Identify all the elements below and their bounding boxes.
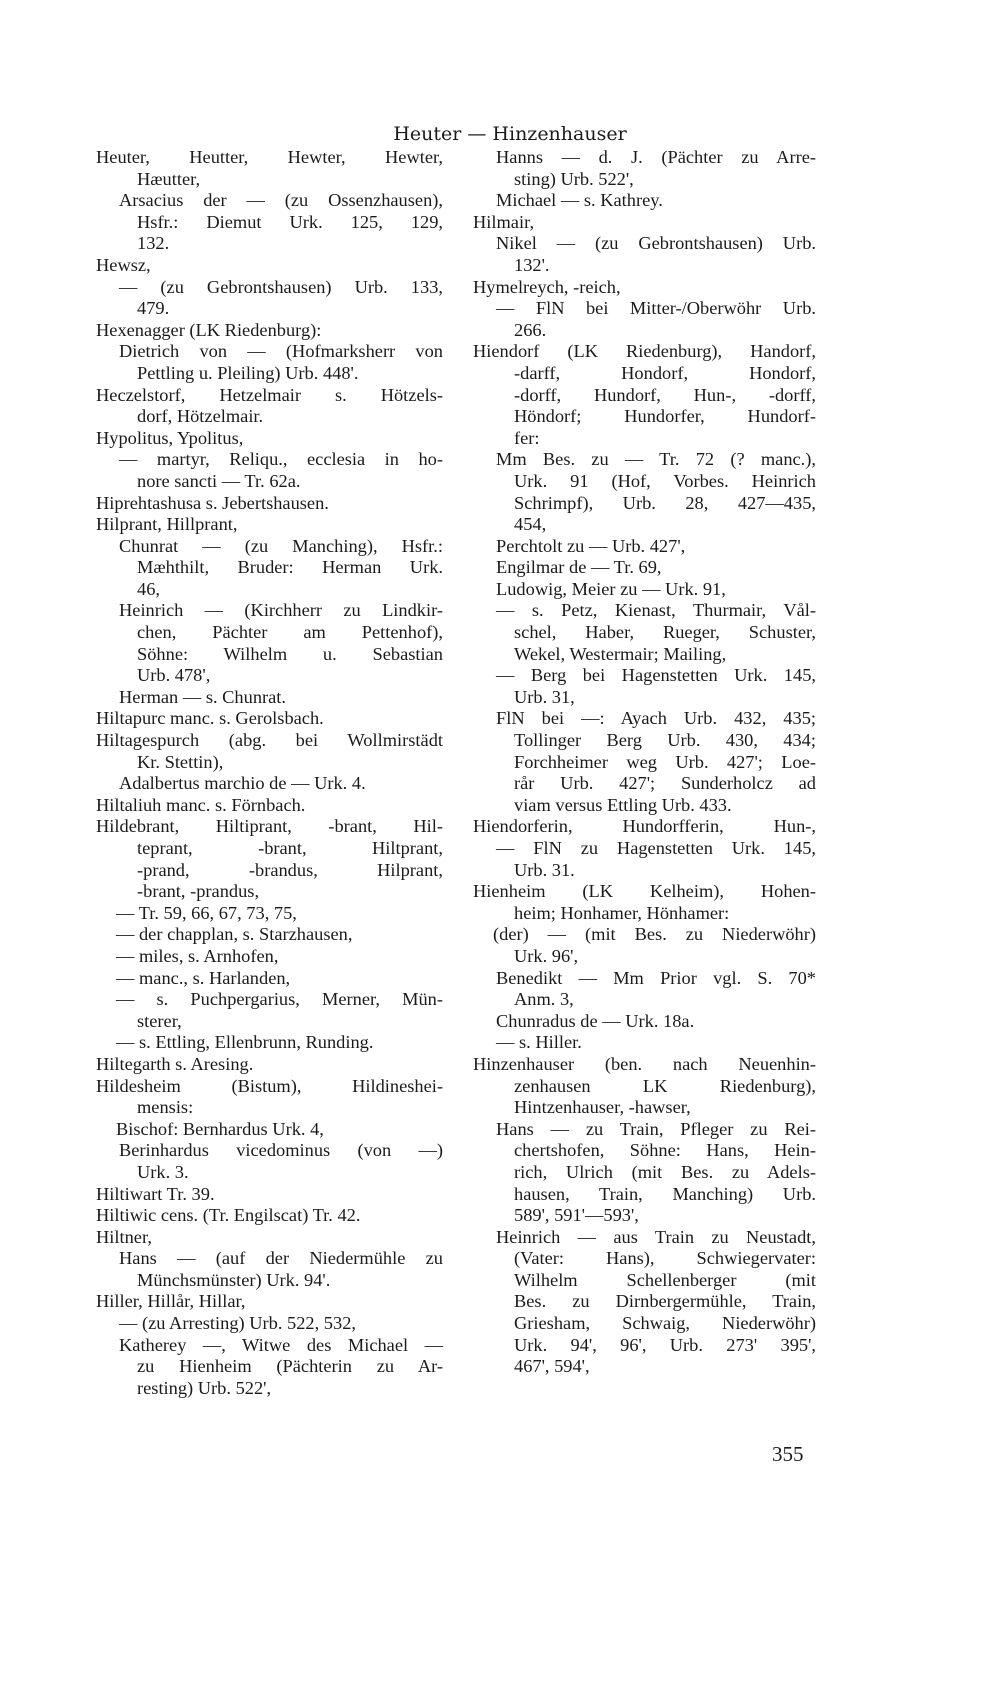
index-line: sterer, (137, 1010, 182, 1031)
index-line: Ludowig, Meier zu — Urk. 91, (496, 578, 726, 599)
right-column (473, 147, 816, 1378)
index-line: Hintzenhauser, -hawser, (514, 1097, 691, 1118)
index-line: Hans — (auf der Niedermühle zu (119, 1248, 443, 1269)
index-line: nore sancti — Tr. 62a. (137, 470, 301, 491)
index-line: Hiendorf (LK Riedenburg), Handorf, (473, 341, 816, 362)
index-line: Hiller, Hillår, Hillar, (96, 1291, 246, 1312)
index-line: Berinhardus vicedominus (von —) (119, 1140, 443, 1161)
index-line: — Berg bei Hagenstetten Urk. 145, (496, 665, 816, 686)
index-line: Urk. 96', (514, 945, 579, 966)
index-line: chertshofen, Söhne: Hans, Hein- (514, 1140, 816, 1161)
index-line: Mm Bes. zu — Tr. 72 (? manc.), (496, 449, 816, 470)
index-line: Hypolitus, Ypolitus, (96, 427, 244, 448)
index-line: Hiltiwic cens. (Tr. Engilscat) Tr. 42. (96, 1205, 361, 1226)
index-line: — Tr. 59, 66, 67, 73, 75, (116, 902, 297, 923)
index-line: — (zu Arresting) Urb. 522, 532, (119, 1313, 356, 1334)
index-line: Hæutter, (137, 168, 201, 189)
index-line: Hinzenhauser (ben. nach Neuenhin- (473, 1053, 816, 1074)
index-line: Chunrat — (zu Manching), Hsfr.: (119, 535, 443, 556)
index-line: Forchheimer weg Urb. 427'; Loe- (514, 751, 816, 772)
index-line: — (zu Gebrontshausen) Urb. 133, (119, 276, 443, 297)
index-line: Wilhelm Schellenberger (mit (514, 1269, 816, 1290)
index-line: Bes. zu Dirnbergermühle, Train, (514, 1291, 816, 1312)
index-line: -prand, -brandus, Hilprant, (137, 859, 443, 880)
index-line: 479. (137, 298, 170, 319)
index-line: Hiltapurc manc. s. Gerolsbach. (96, 708, 324, 729)
index-line: -brant, -prandus, (137, 881, 260, 902)
index-line: Kr. Stettin), (137, 751, 224, 772)
index-line: mensis: (137, 1097, 194, 1118)
index-line: Benedikt — Mm Prior vgl. S. 70* (496, 967, 816, 988)
index-line: Tollinger Berg Urb. 430, 434; (514, 730, 816, 751)
index-line: viam versus Ettling Urb. 433. (514, 794, 732, 815)
index-line: Wekel, Westermair; Mailing, (514, 643, 727, 664)
index-line: Heinrich — (Kirchherr zu Lindkir- (119, 600, 443, 621)
index-line: Herman — s. Chunrat. (119, 686, 287, 707)
index-line: 467', 594', (514, 1356, 590, 1377)
index-line: Adalbertus marchio de — Urk. 4. (119, 773, 366, 794)
index-line: Nikel — (zu Gebrontshausen) Urb. (496, 233, 816, 254)
index-line: 454, (514, 514, 547, 535)
index-line: Söhne: Wilhelm u. Sebastian (137, 643, 443, 664)
index-line: Mæhthilt, Bruder: Herman Urk. (137, 557, 443, 578)
index-line: Hexenagger (LK Riedenburg): (96, 319, 322, 340)
index-line: Schrimpf), Urb. 28, 427—435, (514, 492, 816, 513)
index-line: (der) — (mit Bes. zu Niederwöhr) (493, 924, 816, 945)
page-number: 355 (772, 1442, 804, 1466)
index-line: rår Urb. 427'; Sunderholcz ad (514, 773, 816, 794)
index-line: Urb. 31. (514, 859, 575, 880)
index-line: teprant, -brant, Hiltprant, (137, 838, 443, 858)
index-line: Hsfr.: Diemut Urk. 125, 129, (137, 211, 443, 232)
index-line: Hiprehtashusa s. Jebertshausen. (96, 492, 329, 513)
index-line: Hanns — d. J. (Pächter zu Arre- (496, 147, 816, 167)
index-line: Perchtolt zu — Urb. 427', (496, 535, 686, 556)
index-line: Arsacius der — (zu Ossenzhausen), (119, 190, 443, 211)
index-line: zenhausen LK Riedenburg), (514, 1075, 816, 1096)
index-line: (Vater: Hans), Schwiegervater: (514, 1248, 816, 1269)
index-line: 46, (137, 578, 160, 599)
index-line: — s. Ettling, Ellenbrunn, Runding. (116, 1032, 374, 1053)
index-line: Münchsmünster) Urk. 94'. (137, 1269, 331, 1290)
index-line: Anm. 3, (514, 989, 574, 1010)
index-line: — s. Puchpergarius, Merner, Mün- (116, 989, 443, 1010)
index-line: Hiltegarth s. Aresing. (96, 1053, 254, 1074)
index-line: — der chapplan, s. Starzhausen, (116, 924, 353, 945)
index-line: Hans — zu Train, Pfleger zu Rei- (496, 1118, 816, 1139)
index-line: Heczelstorf, Hetzelmair s. Hötzels- (96, 384, 443, 405)
index-line: Hiltaliuh manc. s. Förnbach. (96, 794, 306, 815)
index-line: Hiltner, (96, 1226, 152, 1247)
index-line: -dorff, Hundorf, Hun-, -dorff, (514, 384, 816, 405)
index-line: Hewsz, (96, 254, 151, 275)
index-line: -darff, Hondorf, Hondorf, (514, 362, 816, 383)
index-line: 266. (514, 319, 547, 340)
index-line: — manc., s. Harlanden, (116, 967, 291, 988)
index-line: Michael — s. Kathrey. (496, 190, 663, 211)
index-line: Engilmar de — Tr. 69, (496, 557, 662, 578)
index-line: Chunradus de — Urk. 18a. (496, 1010, 695, 1031)
index-line: FlN bei —: Ayach Urb. 432, 435; (496, 708, 816, 729)
index-line: Urb. 478', (137, 665, 211, 686)
index-line: Hienheim (LK Kelheim), Hohen- (473, 881, 816, 902)
index-line: Dietrich von — (Hofmarksherr von (119, 341, 443, 362)
index-line: Höndorf; Hundorfer, Hundorf- (514, 406, 816, 427)
index-line: Griesham, Schwaig, Niederwöhr) (514, 1313, 816, 1334)
index-line: — miles, s. Arnhofen, (116, 945, 279, 966)
index-line: — s. Hiller. (496, 1032, 582, 1053)
index-line: Hildebrant, Hiltiprant, -brant, Hil- (96, 816, 443, 837)
index-line: Hildesheim (Bistum), Hildineshei- (96, 1075, 443, 1096)
index-line: sting) Urb. 522', (514, 168, 634, 189)
index-line: — s. Petz, Kienast, Thurmair, Vål- (496, 600, 816, 621)
index-line: Hiendorferin, Hundorfferin, Hun-, (473, 816, 816, 837)
index-line: Urk. 3. (137, 1161, 189, 1182)
index-line: — FlN bei Mitter-/Oberwöhr Urb. (496, 298, 816, 319)
index-line: Bischof: Bernhardus Urk. 4, (116, 1118, 324, 1139)
index-line: Hilmair, (473, 211, 535, 232)
index-line: Heuter, Heutter, Hewter, Hewter, (96, 147, 443, 167)
index-line: fer: (514, 427, 540, 448)
index-line: — martyr, Reliqu., ecclesia in ho- (119, 449, 443, 470)
index-line: 132'. (514, 254, 550, 275)
index-line: chen, Pächter am Pettenhof), (137, 622, 443, 643)
index-line: Pettling u. Pleiling) Urb. 448'. (137, 362, 359, 383)
left-column (96, 147, 443, 1399)
index-line: Urk. 91 (Hof, Vorbes. Heinrich (514, 470, 816, 491)
index-line: hausen, Train, Manching) Urb. (514, 1183, 816, 1204)
index-line: Heinrich — aus Train zu Neustadt, (496, 1226, 816, 1247)
index-line: dorf, Hötzelmair. (137, 406, 264, 427)
index-line: rich, Ulrich (mit Bes. zu Adels- (514, 1161, 816, 1182)
index-line: 589', 591'—593', (514, 1205, 639, 1226)
index-line: Urb. 31, (514, 686, 575, 707)
index-line: 132. (137, 233, 170, 254)
index-line: zu Hienheim (Pächterin zu Ar- (137, 1356, 443, 1377)
index-line: resting) Urb. 522', (137, 1377, 272, 1398)
index-line: Hymelreych, -reich, (473, 276, 621, 297)
index-line: Hiltiwart Tr. 39. (96, 1183, 215, 1204)
index-line: — FlN zu Hagenstetten Urk. 145, (496, 838, 816, 858)
index-line: Hilprant, Hillprant, (96, 514, 238, 535)
index-line: Hiltagespurch (abg. bei Wollmirstädt (96, 730, 443, 751)
index-line: heim; Honhamer, Hönhamer: (514, 902, 730, 923)
index-line: Katherey —, Witwe des Michael — (119, 1334, 443, 1355)
index-line: Urk. 94', 96', Urb. 273' 395', (514, 1334, 816, 1355)
index-line: schel, Haber, Rueger, Schuster, (514, 622, 816, 643)
running-header: Heuter — Hinzenhauser (393, 123, 627, 145)
